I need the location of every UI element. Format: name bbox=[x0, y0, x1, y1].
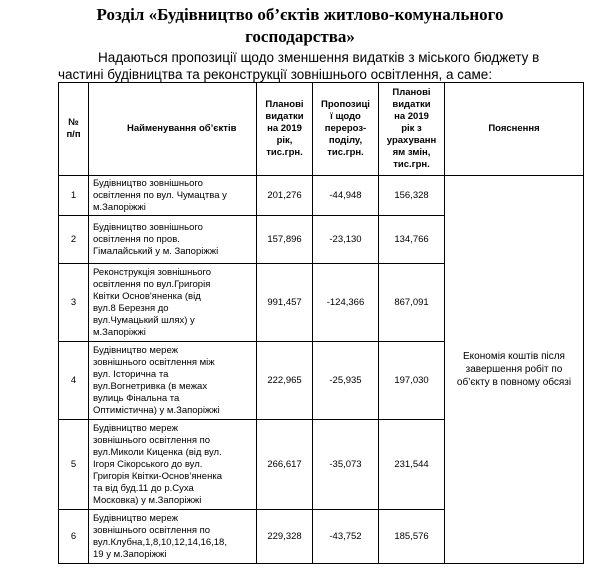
object-name-line: Будівництво мереж bbox=[93, 422, 178, 434]
header-planned-line: видатки bbox=[265, 111, 304, 122]
object-name bbox=[89, 342, 257, 420]
planned-value: 266,617 bbox=[257, 420, 313, 510]
object-name-line: вул.Клубна,1,8,10,12,14,16,18, bbox=[93, 536, 227, 548]
header-object-name: Найменування об’єктів bbox=[89, 83, 257, 176]
object-name-line: Московка) у м.Запоріжжі bbox=[93, 494, 202, 506]
proposal-value: -124,366 bbox=[313, 264, 379, 342]
object-name-line: Квітки Основ'яненка (від bbox=[93, 290, 201, 302]
header-adjusted-line: на 2019 bbox=[394, 111, 429, 122]
object-name-line: Ігоря Сікорського до вул. bbox=[93, 458, 203, 470]
object-name-line: Будівництво зовнішнього bbox=[93, 177, 203, 189]
expenditure-table bbox=[58, 82, 584, 564]
intro-line2: частині будівництва та реконструкції зовнішнього освітлення, а саме: bbox=[58, 67, 493, 82]
object-name-line: зовнішнього освітлення між bbox=[93, 356, 215, 368]
header-adjusted-line: ям змін, bbox=[392, 147, 431, 158]
object-name-line: 19 у м.Запоріжжі bbox=[93, 548, 167, 560]
object-name-line: Реконструкція зовнішнього bbox=[93, 266, 212, 278]
adjusted-value: 156,328 bbox=[379, 176, 445, 216]
object-name-line: вул.Вогнетривка (в межах bbox=[93, 380, 208, 392]
object-name-line: Гімалайський у м. Запоріжжі bbox=[93, 245, 219, 257]
object-name-line: вул.Чумацький шлях) у bbox=[93, 314, 195, 326]
planned-value: 157,896 bbox=[257, 216, 313, 264]
row-number: 5 bbox=[59, 420, 89, 510]
header-planned-line: на 2019 bbox=[267, 123, 302, 134]
table-row bbox=[59, 176, 584, 216]
adjusted-value: 867,091 bbox=[379, 264, 445, 342]
note-line: Економія коштів після bbox=[463, 351, 565, 362]
planned-value: 201,276 bbox=[257, 176, 313, 216]
section-title bbox=[0, 4, 600, 48]
header-proposal-line: перероз- bbox=[324, 123, 367, 134]
table-header-row bbox=[59, 83, 584, 176]
header-notes: Пояснення bbox=[445, 83, 584, 176]
adjusted-value: 197,030 bbox=[379, 342, 445, 420]
object-name-line: м.Запоріжжі bbox=[93, 201, 146, 213]
header-proposal-line: ї щодо bbox=[330, 111, 361, 122]
proposal-value: -44,948 bbox=[313, 176, 379, 216]
note-line: об’єкту в повному обсязі bbox=[456, 377, 572, 388]
object-name-line: Григорія Квітки-Основ’яненка bbox=[93, 470, 222, 482]
header-adjusted-line: тис.грн. bbox=[393, 159, 430, 170]
object-name-line: Будівництво зовнішнього bbox=[93, 221, 203, 233]
note-line: завершення робіт по bbox=[465, 364, 563, 375]
object-name-line: освітлення по пров. bbox=[93, 233, 180, 245]
adjusted-value: 231,544 bbox=[379, 420, 445, 510]
object-name-line: зовнішнього освітлення по bbox=[93, 434, 211, 446]
header-proposal-line: поділу, bbox=[328, 135, 363, 146]
section-title-line1: Розділ «Будівництво об’єктів житлово-комунального bbox=[96, 5, 504, 24]
row-number: 2 bbox=[59, 216, 89, 264]
object-name-line: вул. Історична та bbox=[93, 368, 169, 380]
row-number: 3 bbox=[59, 264, 89, 342]
header-number bbox=[59, 83, 89, 176]
row-number: 1 bbox=[59, 176, 89, 216]
intro-line1: Надаються пропозиції щодо зменшення видатків з міського бюджету в bbox=[98, 50, 540, 65]
header-adjusted-line: рік з bbox=[401, 123, 422, 134]
planned-value: 991,457 bbox=[257, 264, 313, 342]
header-proposal-line: Пропозиці bbox=[321, 99, 370, 110]
header-planned-line: тис.грн. bbox=[266, 147, 303, 158]
object-name bbox=[89, 510, 257, 564]
proposal-value: -35,073 bbox=[313, 420, 379, 510]
header-number-line1: № bbox=[68, 117, 79, 128]
proposal-value: -23,130 bbox=[313, 216, 379, 264]
header-number-line2: п/п bbox=[66, 129, 81, 140]
notes-cell bbox=[445, 176, 584, 564]
header-adjusted-line: видатки bbox=[392, 99, 431, 110]
object-name-line: вулиць Фінальна та bbox=[93, 392, 180, 404]
object-name bbox=[89, 176, 257, 216]
planned-value: 229,328 bbox=[257, 510, 313, 564]
object-name-line: та від буд.11 до р.Суха bbox=[93, 482, 194, 494]
header-adjusted bbox=[379, 83, 445, 176]
object-name-line: вул.8 Березня до bbox=[93, 302, 169, 314]
header-planned-line: рік, bbox=[276, 135, 293, 146]
object-name-line: Будівництво мереж bbox=[93, 512, 178, 524]
header-planned bbox=[257, 83, 313, 176]
object-name-line: зовнішнього освітлення по bbox=[93, 524, 211, 536]
header-planned-line: Планові bbox=[265, 99, 304, 110]
object-name-line: м.Запоріжжі bbox=[93, 326, 146, 338]
object-name bbox=[89, 216, 257, 264]
header-adjusted-line: Планові bbox=[392, 87, 431, 98]
intro-paragraph bbox=[58, 49, 578, 83]
proposal-value: -43,752 bbox=[313, 510, 379, 564]
header-adjusted-line: урахуванн bbox=[386, 135, 437, 146]
adjusted-value: 134,766 bbox=[379, 216, 445, 264]
object-name bbox=[89, 420, 257, 510]
object-name-line: освітлення по вул.Григорія bbox=[93, 278, 211, 290]
section-title-line2: господарства» bbox=[245, 27, 355, 46]
object-name-line: Оптимістична) у м.Запоріжжі bbox=[93, 404, 220, 416]
adjusted-value: 185,576 bbox=[379, 510, 445, 564]
object-name bbox=[89, 264, 257, 342]
proposal-value: -25,935 bbox=[313, 342, 379, 420]
row-number: 6 bbox=[59, 510, 89, 564]
object-name-line: Будівництво мереж bbox=[93, 344, 178, 356]
header-proposal bbox=[313, 83, 379, 176]
row-number: 4 bbox=[59, 342, 89, 420]
header-proposal-line: тис.грн. bbox=[327, 147, 364, 158]
object-name-line: вул.Миколи Киценка (від вул. bbox=[93, 446, 222, 458]
object-name-line: освітлення по вул. Чумацтва у bbox=[93, 189, 227, 201]
planned-value: 222,965 bbox=[257, 342, 313, 420]
